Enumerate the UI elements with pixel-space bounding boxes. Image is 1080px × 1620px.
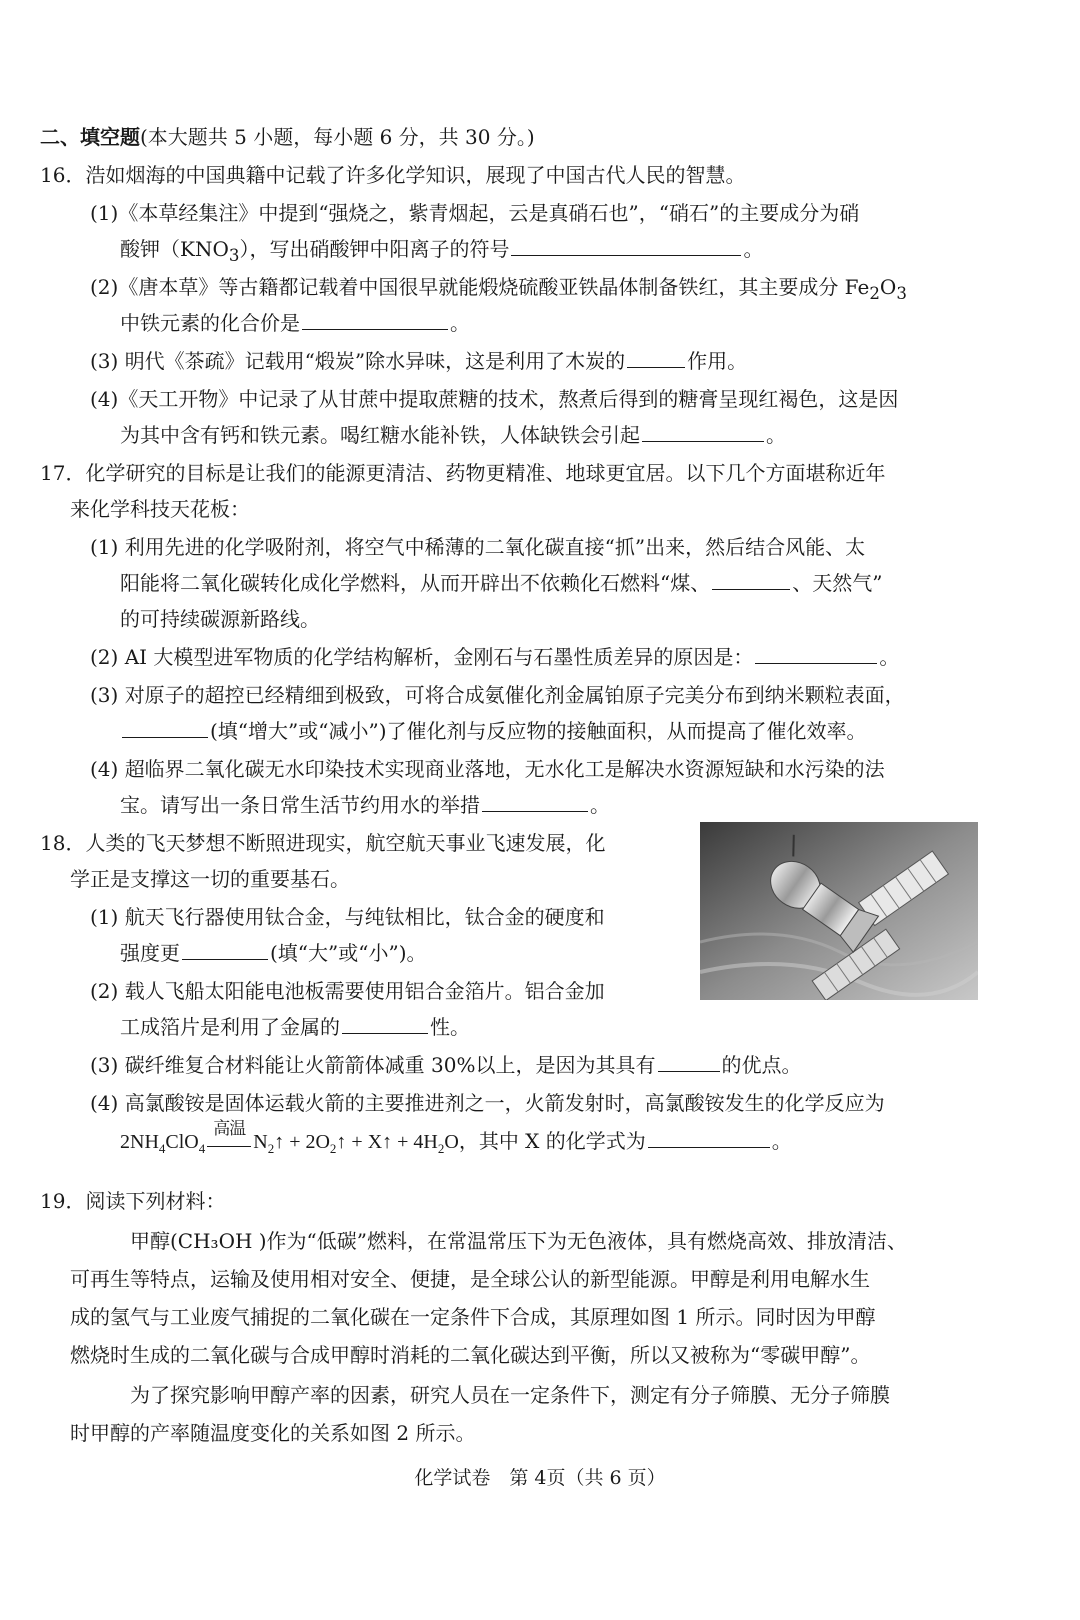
q18-p1-line1: (1) 航天飞行器使用钛合金，与纯钛相比，钛合金的硬度和 [90,905,605,929]
q19-material-line6: 时甲醇的产率随温度变化的关系如图 2 所示。 [70,1421,476,1445]
eq-condition-bar [207,1146,251,1147]
q19-material-line4: 燃烧时生成的二氧化碳与合成甲醇时消耗的二氧化碳达到平衡，所以又被称为“零碳甲醇”。 [70,1343,871,1367]
q18-p1-text-a: 强度更 [120,941,180,965]
q18-equation [120,1119,459,1156]
q17-p2-text: (2) AI 大模型进军物质的化学结构解析，金刚石与石墨性质差异的原因是： [90,645,754,669]
q18-stem-text-a: 人类的飞天梦想不断照进现实，航空航天事业飞速发展，化 [85,831,606,855]
q16-p2-sub2: 3 [896,284,907,303]
q17-p4-line2 [120,792,610,818]
q16-p1-period: 。 [743,237,764,261]
q18-p3-answer-blank[interactable] [658,1053,720,1072]
section-heading [40,124,535,150]
eq-o: ↑ + 2O [274,1131,330,1153]
q19-material-line3: 成的氢气与工业废气捕捉的二氧化碳在一定条件下合成，其原理如图 1 所示。同时因为甲醇 [70,1305,876,1329]
q16-p1-text-a: 酸钾（KNO [120,237,229,261]
q18-p1-line2 [120,940,427,966]
q19-number: 19． [40,1189,86,1213]
eq-lhs-sub: 4 [158,1141,166,1156]
q16-p1-text-b: ），写出硝酸钾中阳离子的符号 [239,237,510,261]
q16-p2-line1 [90,274,907,307]
eq-lhs: 2NH [120,1131,159,1153]
q17-p1-line2 [120,570,882,596]
q16-p3-answer-blank[interactable] [627,349,685,368]
spacecraft-figure [700,822,978,1000]
q18-p2-answer-blank[interactable] [342,1015,428,1034]
eq-n: N [253,1131,268,1153]
eq-condition-text: 高温 [213,1119,246,1138]
q18-p3 [90,1052,802,1078]
q17-p4-line1: (4) 超临界二氧化碳无水印染技术实现商业落地，无水化工是解决水资源短缺和水污染的法 [90,757,885,781]
q17-p4-answer-blank[interactable] [482,793,588,812]
q19-stem [40,1188,225,1214]
eq-lhs2: ClO [165,1131,199,1153]
q16-stem-text: 浩如烟海的中国典籍中记载了许多化学知识，展现了中国古代人民的智慧。 [85,163,746,187]
q17-p1-line1: (1) 利用先进的化学吸附剂，将空气中稀薄的二氧化碳直接“抓”出来，然后结合风能、太 [90,535,866,559]
q18-p4-text: ，其中 X 的化学式为 [458,1129,646,1153]
q17-p1-answer-blank[interactable] [712,571,790,590]
q17-p3-line2 [120,718,867,744]
q17-stem-line2: 来化学科技天花板： [70,497,250,521]
q16-p2-sub1: 2 [869,284,880,303]
q18-stem-line1 [40,830,605,856]
spacecraft-illustration [700,822,978,1000]
q17-stem-line1 [40,460,885,486]
q17-p1-line3: 的可持续碳源新路线。 [120,607,320,631]
q17-p2-answer-blank[interactable] [755,645,877,664]
q17-p1-text-b: 、天然气” [792,571,883,595]
q16-p2-text-o: O [879,275,897,299]
q18-p4-answer-blank[interactable] [648,1129,770,1148]
q17-p1-text-a: 阳能将二氧化碳转化成化学燃料，从而开辟出不依赖化石燃料“煤、 [120,571,711,595]
q16-p2-text-a: (2)《唐本草》等古籍都记载着中国很早就能煅烧硫酸亚铁晶体制备铁红，其主要成分 Fe [90,275,870,299]
eq-condition [205,1119,253,1155]
eq-o-sub: 2 [329,1141,337,1156]
q19-material-line1: 甲醇(CH₃OH )作为“低碳”燃料，在常温常压下为无色液体，具有燃烧高效、排放清洁、 [130,1229,908,1253]
q16-p1-line1: (1)《本草经集注》中提到“强烧之，紫青烟起，云是真硝石也”，“硝石”的主要成分为硝 [90,201,860,225]
q16-p2-line2 [120,310,470,336]
q16-p2-period: 。 [450,311,470,335]
q16-p4-line1: (4)《天工开物》中记录了从甘蔗中提取蔗糖的技术，熬煮后得到的糖膏呈现红褐色，这是因 [90,387,899,411]
q18-stem-line2: 学正是支撑这一切的重要基石。 [70,867,350,891]
q18-p4-line1: (4) 高氯酸铵是固体运载火箭的主要推进剂之一，火箭发射时，高氯酸铵发生的化学反应为 [90,1091,885,1115]
q16-p3-text-b: 作用。 [687,349,748,373]
eq-lhs2-sub: 4 [198,1141,206,1156]
q16-stem [40,162,745,188]
q18-p4-period: 。 [771,1129,792,1153]
q18-p4-line2 [120,1119,792,1162]
q18-p3-text-b: 的优点。 [721,1053,802,1077]
q18-p1-text-b: (填“大”或“小”)。 [270,941,427,965]
q16-p4-period: 。 [766,423,786,447]
eq-n-sub: 2 [267,1141,275,1156]
q16-p3-text-a: (3) 明代《茶疏》记载用“煅炭”除水异味，这是利用了木炭的 [90,349,626,373]
eq-h-sub: 2 [437,1141,445,1156]
section-note: (本大题共 5 小题，每小题 6 分，共 30 分。) [140,125,535,149]
q16-p4-answer-blank[interactable] [642,423,764,442]
q16-p1-answer-blank[interactable] [511,237,741,256]
q18-p2-line1: (2) 载人飞船太阳能电池板需要使用铝合金箔片。铝合金加 [90,979,605,1003]
eq-x: ↑ + X↑ + 4H [336,1131,438,1153]
q16-p4-text: 为其中含有钙和铁元素。喝红糖水能补铁，人体缺铁会引起 [120,423,640,447]
q18-number: 18． [40,831,86,855]
q17-p2-period: 。 [879,645,900,669]
q19-stem-text: 阅读下列材料： [85,1189,226,1213]
q17-p4-text: 宝。请写出一条日常生活节约用水的举措 [120,793,480,817]
q17-p3-answer-blank[interactable] [122,719,208,738]
q16-p2-answer-blank[interactable] [302,311,448,330]
q18-p2-text-b: 性。 [430,1015,470,1039]
q17-p4-period: 。 [590,793,610,817]
eq-end: O [444,1131,459,1153]
q19-material-line2: 可再生等特点，运输及使用相对安全、便捷，是全球公认的新型能源。甲醇是利用电解水生 [70,1267,870,1291]
q16-p4-line2 [120,422,786,448]
q16-p1-line2 [120,236,763,269]
q18-p1-answer-blank[interactable] [182,941,268,960]
q17-number: 17． [40,461,86,485]
q17-p3-line1: (3) 对原子的超控已经精细到极致，可将合成氨催化剂金属铂原子完美分布到纳米颗粒表面， [90,683,905,707]
q16-p1-subscript: 3 [228,246,240,265]
q17-stem-text-a: 化学研究的目标是让我们的能源更清洁、药物更精准、地球更宜居。以下几个方面堪称近年 [85,461,886,485]
section-title: 二、填空题 [40,125,140,149]
q18-p2-text-a: 工成箔片是利用了金属的 [120,1015,340,1039]
q18-p2-line2 [120,1014,470,1040]
page-footer: 化学试卷 第 4页（共 6 页） [414,1467,666,1489]
q16-p2-text-b: 中铁元素的化合价是 [120,311,300,335]
q19-material-line5: 为了探究影响甲醇产率的因素，研究人员在一定条件下，测定有分子筛膜、无分子筛膜 [130,1383,890,1407]
q17-p3-text: (填“增大”或“减小”)了催化剂与反应物的接触面积，从而提高了催化效率。 [210,719,867,743]
q16-number: 16． [40,163,86,187]
q17-p2 [90,644,899,670]
q16-p3 [90,348,747,374]
q18-p3-text-a: (3) 碳纤维复合材料能让火箭箭体减重 30%以上，是因为其具有 [90,1053,656,1077]
